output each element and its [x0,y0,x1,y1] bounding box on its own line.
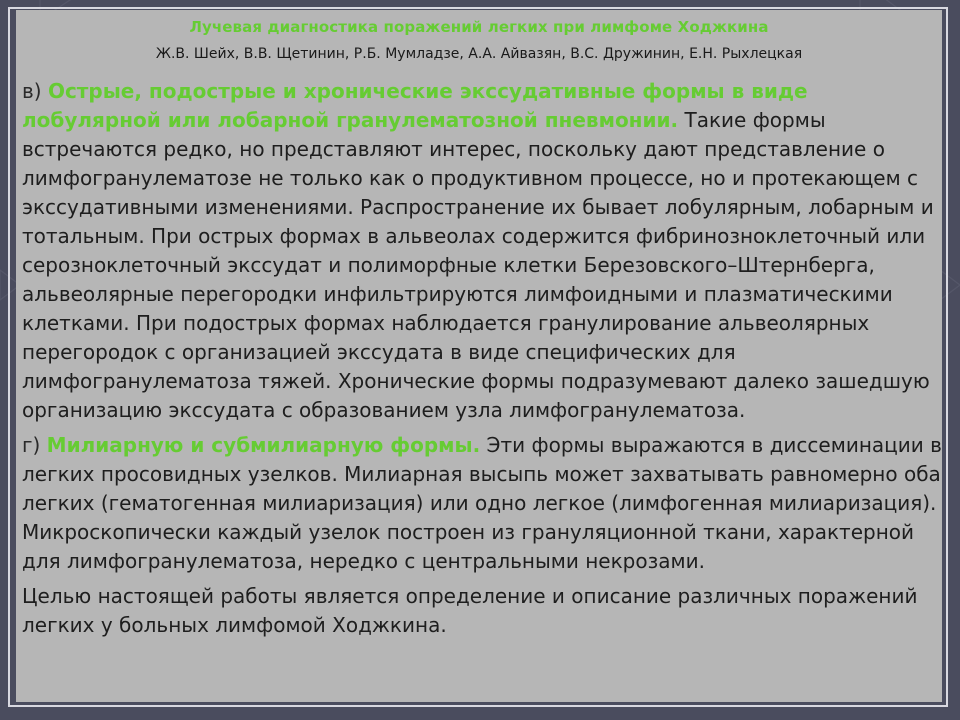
section-g-text: Эти формы выражаются в диссеминации в легких просовидных узелков. Милиарная высыпь может захватывать равномерно оба легких (гематогенная милиаризация) или одно легкое (лимфогенная милиаризация). Микроскопически каждый узелок построен из грануляционной ткани, характерной для лимфогранулематоза, нередко с центральными некрозами. [22,433,942,573]
section-g [22,431,944,576]
content-panel [16,10,942,702]
section-v-heading: Острые, подострые и хронические экссудативные формы в виде лобулярной или лобарной гранулематозной пневмонии. [22,79,808,132]
slide-header [16,10,942,64]
slide-body [22,77,944,646]
section-v-text: Такие формы встречаются редко, но представляют интерес, поскольку дают представление о лимфогранулематозе не только как о продуктивном процессе, но и протекающем с экссудативными изменениями. Распространение их бывает лобулярным, лобарным и тотальным. При острых формах в альвеолах содержится фибринозноклеточный или серозноклеточный экссудат и полиморфные клетки Березовского–Штернберга, альвеолярные перегородки инфильтрируются лимфоидными и плазматическими клетками. При подострых формах наблюдается гранулирование альвеолярных перегородок с организацией экссудата в виде специфических для лимфогранулематоза тяжей. Хронические формы подразумевают далеко зашедшую организацию экссудата с образованием узла лимфогранулематоза. [22,108,934,422]
section-g-heading: Милиарную и субмилиарную формы. [46,433,481,457]
slide-title: Лучевая диагностика поражений легких при лимфоме Ходжкина [189,18,769,36]
section-goal-text: Целью настоящей работы является определение и описание различных поражений легких у больных лимфомой Ходжкина. [22,584,918,637]
section-g-marker: г) [22,433,41,457]
section-v [22,77,944,425]
section-v-marker: в) [22,79,42,103]
authors-line: Ж.В. Шейх, В.В. Щетинин, Р.Б. Мумладзе, А.А. Айвазян, В.С. Дружинин, Е.Н. Рыхлецкая [155,46,803,62]
section-goal [22,582,944,640]
